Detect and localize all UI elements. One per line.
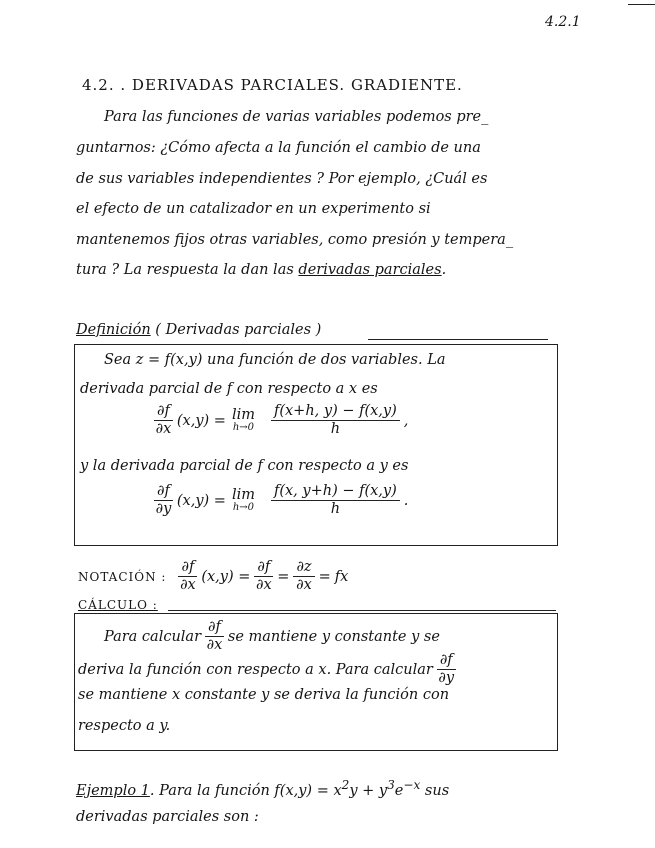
notacion-label: NOTACIÓN :: [78, 569, 167, 584]
intro-line-3: de sus variables independientes ? Por ejemplo, ¿Cuál es: [76, 171, 488, 187]
calculo-line-3: se mantiene x constante y se deriva la función con: [78, 687, 450, 703]
partial-y-definition: $\frac{\partial f}{\partial y}$ (x,y) = lim h→0 $\frac{f(x, y+h) - f(x,y)}{h}$ .: [155, 483, 409, 518]
ejemplo-label: Ejemplo 1: [76, 782, 150, 799]
intro-line-1: Para las funciones de varias variables podemos pre_: [104, 109, 489, 125]
def-line-3: y la derivada parcial de f con respecto a y es: [80, 458, 409, 474]
section-heading: 4.2. . DERIVADAS PARCIALES. GRADIENTE.: [82, 76, 463, 94]
calculo-line-2: deriva la función con respecto a x. Para calcular $\frac{\partial f}{\partial y}$: [78, 652, 455, 687]
definicion-sublabel: ( Derivadas parciales ): [155, 322, 322, 338]
calculo-line-4: respecto a y.: [78, 718, 171, 734]
intro-line-4: el efecto de un catalizador en un experimento si: [76, 201, 431, 217]
intro-line-2: guntarnos: ¿Cómo afecta a la función el cambio de una: [76, 140, 481, 156]
notation-line: NOTACIÓN : $\frac{\partial f}{\partial x}$ (x,y) = $\frac{\partial f}{\partial x}$ = $\frac{\partial z}{\partial x}$ = fx: [78, 559, 349, 594]
calculo-label: CÁLCULO :: [78, 598, 158, 612]
calculo-header-rule: [168, 610, 556, 611]
calculo-line-1: Para calcular $\frac{\partial f}{\partial x}$ se mantiene y constante y se: [104, 619, 440, 654]
def-line-1: Sea z = f(x,y) una función de dos variables. La: [104, 352, 446, 368]
intro-line-6: tura ? La respuesta la dan las derivadas parciales.: [76, 262, 447, 278]
definicion-label: Definición: [76, 322, 151, 338]
top-edge-mark: [628, 4, 655, 5]
derivadas-parciales-term: derivadas parciales: [298, 262, 442, 278]
intro-line-5: mantenemos fijos otras variables, como presión y tempera_: [76, 232, 514, 248]
page-number: 4.2.1: [545, 14, 581, 30]
ejemplo-line-2: derivadas parciales son :: [76, 809, 259, 825]
definicion-header-rule: [368, 339, 548, 340]
ejemplo-line-1: Ejemplo 1. Para la función $f(x,y) = x^2y + y^3e^{-x}$ sus: [76, 778, 450, 799]
partial-x-definition: $\frac{\partial f}{\partial x}$ (x,y) = lim h→0 $\frac{f(x+h, y) - f(x,y)}{h}$ ,: [155, 403, 409, 438]
definicion-header: [76, 322, 321, 338]
def-line-2: derivada parcial de f con respecto a x es: [80, 381, 378, 397]
